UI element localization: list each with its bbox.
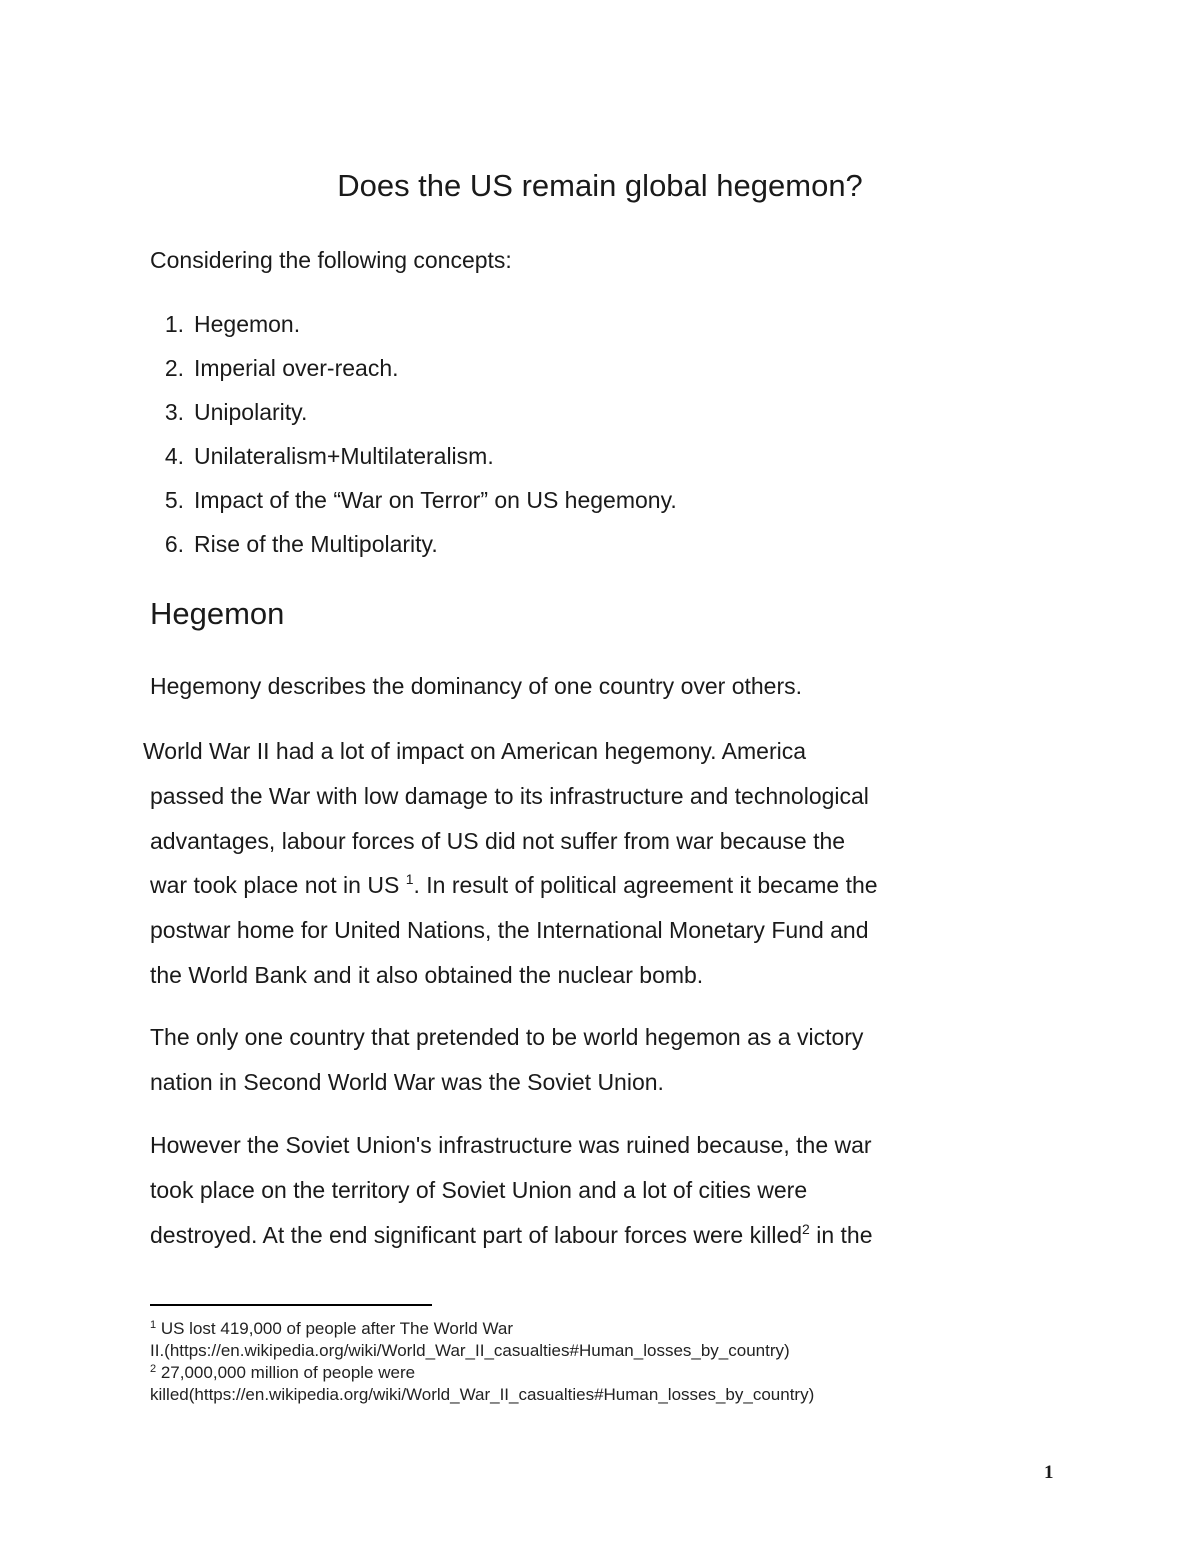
list-item-number: 5. <box>164 487 184 513</box>
list-item-number: 1. <box>164 311 184 337</box>
paragraph-ww2-impact <box>143 729 1050 998</box>
paragraph-soviet-infrastructure <box>150 1123 1050 1257</box>
paragraph-line: the World Bank and it also obtained the nuclear bomb. <box>150 961 704 988</box>
footnote-2-link[interactable]: killed(https://en.wikipedia.org/wiki/World_War_II_casualties#Human_losses_by_country) <box>150 1385 815 1404</box>
paragraph-line: advantages, labour forces of US did not suffer from war because the <box>150 827 846 854</box>
paragraph-line: World War II had a lot of impact on American hegemony. America <box>143 738 807 764</box>
paragraph-line: nation in Second World War was the Soviet Union. <box>150 1068 664 1095</box>
list-item-text: Unipolarity. <box>194 399 308 425</box>
footnote-2 <box>150 1362 814 1384</box>
list-item-text: Hegemon. <box>194 311 301 337</box>
paragraph-text: . In result of political agreement it became the <box>413 872 878 899</box>
footnote-text: 27,000,000 million of people were <box>156 1363 416 1382</box>
list-item-number: 6. <box>164 531 184 557</box>
list-item-text: Unilateralism+Multilateralism. <box>194 443 494 469</box>
footnote-marker: 1 <box>150 1319 157 1331</box>
paragraph-text: war took place not in US <box>150 872 406 899</box>
list-item-number: 3. <box>164 399 184 425</box>
footnote-1-link[interactable]: II.(https://en.wikipedia.org/wiki/World_War_II_casualties#Human_losses_by_country) <box>150 1341 790 1360</box>
footnote-1 <box>150 1318 814 1340</box>
paragraph-line <box>150 1213 1050 1258</box>
list-item <box>150 308 677 352</box>
list-item-text: Impact of the “War on Terror” on US hegemony. <box>194 487 677 513</box>
paragraph-hegemony-definition: Hegemony describes the dominancy of one country over others. <box>150 673 803 699</box>
list-item-text: Rise of the Multipolarity. <box>194 531 438 557</box>
list-item <box>150 352 677 396</box>
page-number: 1 <box>1044 1462 1054 1483</box>
list-item <box>150 396 677 440</box>
intro-text: Considering the following concepts: <box>150 247 512 273</box>
section-heading-hegemon: Hegemon <box>150 596 285 631</box>
footnote-reference-2[interactable]: 2 <box>802 1220 810 1237</box>
paragraph-line: However the Soviet Union's infrastructure was ruined because, the war <box>150 1132 872 1158</box>
paragraph-line: postwar home for United Nations, the International Monetary Fund and <box>150 917 869 944</box>
list-item-number: 2. <box>164 355 184 381</box>
paragraph-line <box>150 863 1050 908</box>
paragraph-soviet-union <box>150 1015 1050 1105</box>
list-item-text: Imperial over-reach. <box>194 355 399 381</box>
paragraph-line: The only one country that pretended to be world hegemon as a victory <box>150 1024 864 1050</box>
footnote-marker: 2 <box>150 1363 157 1375</box>
document-title: Does the US remain global hegemon? <box>337 168 863 203</box>
paragraph-line: took place on the territory of Soviet Union and a lot of cities were <box>150 1176 808 1203</box>
list-item <box>150 528 677 572</box>
footnote-text: US lost 419,000 of people after The World War <box>156 1319 514 1338</box>
footnote-separator <box>150 1304 432 1306</box>
paragraph-line: passed the War with low damage to its infrastructure and technological <box>150 782 869 809</box>
paragraph-text: destroyed. At the end significant part of labour forces were killed <box>150 1221 803 1248</box>
footnote-reference-1[interactable]: 1 <box>405 871 414 888</box>
paragraph-text: in the <box>809 1221 873 1248</box>
list-item-number: 4. <box>164 443 184 469</box>
list-item <box>150 440 677 484</box>
list-item <box>150 484 677 528</box>
footnotes <box>150 1318 814 1406</box>
concepts-list <box>150 308 677 572</box>
